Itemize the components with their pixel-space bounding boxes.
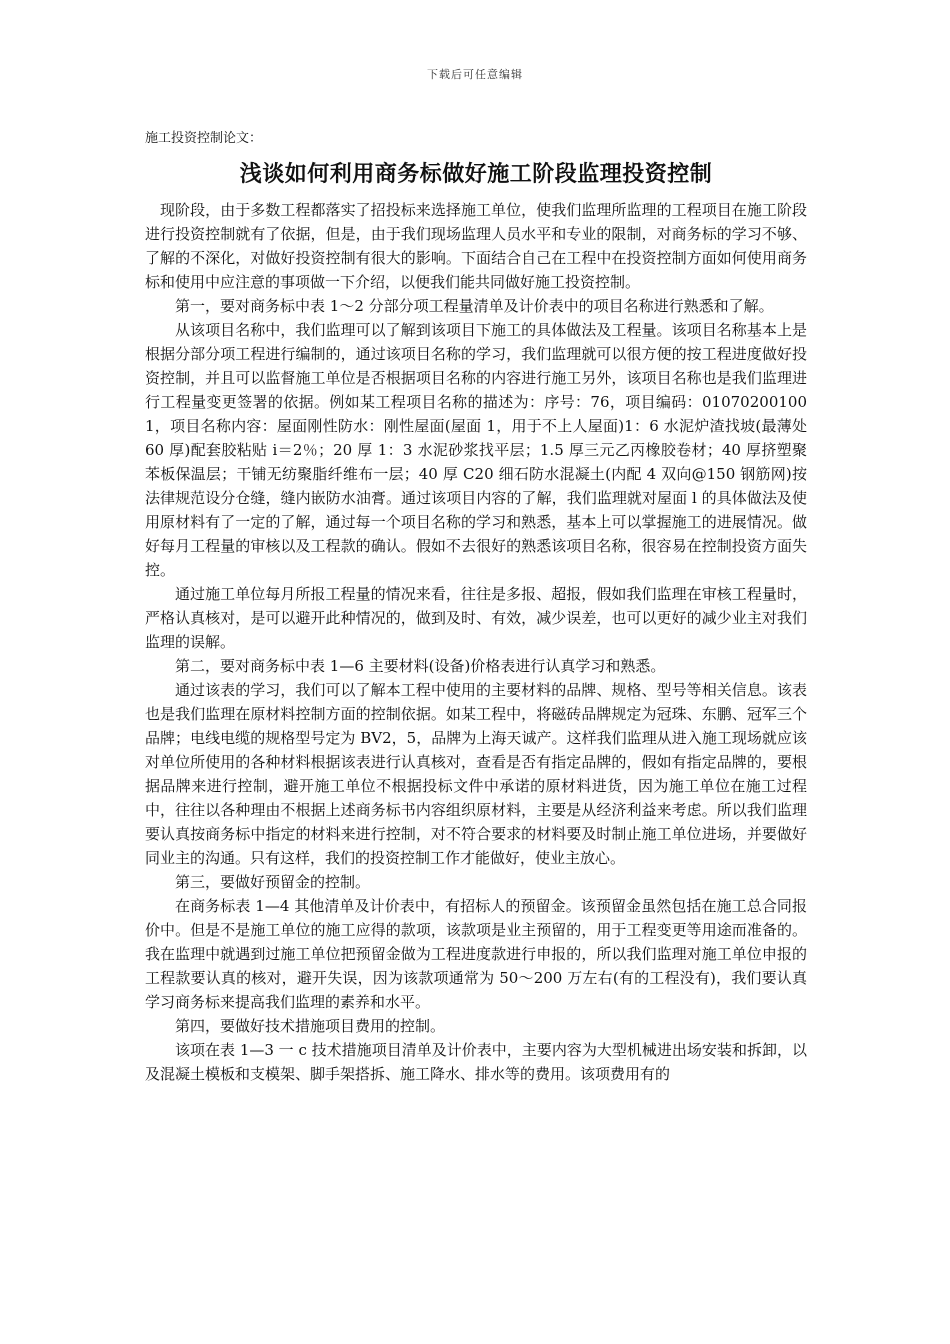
paragraph-point-3-heading: 第三，要做好预留金的控制。 <box>175 873 371 891</box>
header-note: 下载后可任意编辑 <box>427 68 523 81</box>
paragraph-point-4-heading: 第四，要做好技术措施项目费用的控制。 <box>175 1017 446 1035</box>
paragraph-point-2-heading: 第二，要对商务标中表 1—6 主要材料(设备)价格表进行认真学习和熟悉。 <box>175 657 666 675</box>
paragraph-point-1-note: 通过施工单位每月所报工程量的情况来看，往往是多报、超报，假如我们监理在审核工程量时，严格认真核对，是可以避开此种情况的，做到及时、有效，减少误差，也可以更好的减少业主对我们监理的误解。 <box>145 585 807 651</box>
paragraph-point-1-body: 从该项目名称中，我们监理可以了解到该项目下施工的具体做法及工程量。该项目名称基本上是根据分部分项工程进行编制的，通过该项目名称的学习，我们监理就可以很方便的按工程进度做好投资控制，并且可以监督施工单位是否根据项目名称的内容进行施工另外，该项目名称也是我们监理进行工程量变更签署的依据。例如某工程项目名称的描述为：序号：76，项目编码：010702001001，项目名称内容：屋面刚性防水：刚性屋面(屋面 1，用于不上人屋面)1：6 水泥炉渣找坡(最薄处 60 厚)配套胶粘贴 i＝2％；20 厚 1：3 水泥砂浆找平层；1.5 厚三元乙丙橡胶卷材；40 厚挤塑聚苯板保温层；干铺无纺聚脂纤维布一层；40 厚 C20 细石防水混凝土(内配 4 双向@150 钢筋网)按法律规范设分仓缝，缝内嵌防水油膏。通过该项目内容的了解，我们监理就对屋面 l 的具体做法及使用原材料有了一定的了解，通过每一个项目名称的学习和熟悉，基本上可以掌握施工的进展情况。做好每月工程量的审核以及工程款的确认。假如不去很好的熟悉该项目名称，很容易在控制投资方面失控。 <box>145 321 807 579</box>
paragraph-point-1-heading: 第一，要对商务标中表 1～2 分部分项工程量清单及计价表中的项目名称进行熟悉和了解。 <box>175 297 774 315</box>
document-body <box>145 130 807 1086</box>
paragraph-point-2-body: 通过该表的学习，我们可以了解本工程中使用的主要材料的品牌、规格、型号等相关信息。该表也是我们监理在原材料控制方面的控制依据。如某工程中，将磁砖品牌规定为冠珠、东鹏、冠军三个品牌；电线电缆的规格型号定为 BV2，5，品牌为上海天诚产。这样我们监理从进入施工现场就应该对单位所使用的各种材料根据该表进行认真核对，查看是否有指定品牌的，假如有指定品牌的，要根据品牌来进行控制，避开施工单位不根据投标文件中承诺的原材料进货，因为施工单位在施工过程中，往往以各种理由不根据上述商务标书内容组织原材料，主要是从经济利益来考虑。所以我们监理要认真按商务标中指定的材料来进行控制，对不符合要求的材料要及时制止施工单位进场，并要做好同业主的沟通。只有这样，我们的投资控制工作才能做好，使业主放心。 <box>145 681 807 867</box>
category-label: 施工投资控制论文： <box>145 131 263 146</box>
document-title: 浅谈如何利用商务标做好施工阶段监理投资控制 <box>239 162 713 187</box>
paragraph-point-4-body: 该项在表 1—3 一 c 技术措施项目清单及计价表中，主要内容为大型机械进出场安装和拆卸，以及混凝土模板和支模架、脚手架搭拆、施工降水、排水等的费用。该项费用有的 <box>145 1041 807 1083</box>
paragraph-intro: 现阶段，由于多数工程都落实了招投标来选择施工单位，使我们监理所监理的工程项目在施工阶段进行投资控制就有了依据，但是，由于我们现场监理人员水平和专业的限制，对商务标的学习不够、了解的不深化，对做好投资控制有很大的影响。下面结合自己在工程中在投资控制方面如何使用商务标和使用中应注意的事项做一下介绍，以便我们能共同做好施工投资控制。 <box>145 201 807 291</box>
paragraph-point-3-body: 在商务标表 1—4 其他清单及计价表中，有招标人的预留金。该预留金虽然包括在施工总合同报价中。但是不是施工单位的施工应得的款项，该款项是业主预留的，用于工程变更等用途而准备的。我在监理中就遇到过施工单位把预留金做为工程进度款进行申报的，所以我们监理对施工单位申报的工程款要认真的核对，避开失误，因为该款项通常为 50～200 万左右(有的工程没有)，我们要认真学习商务标来提高我们监理的素养和水平。 <box>145 897 807 1011</box>
